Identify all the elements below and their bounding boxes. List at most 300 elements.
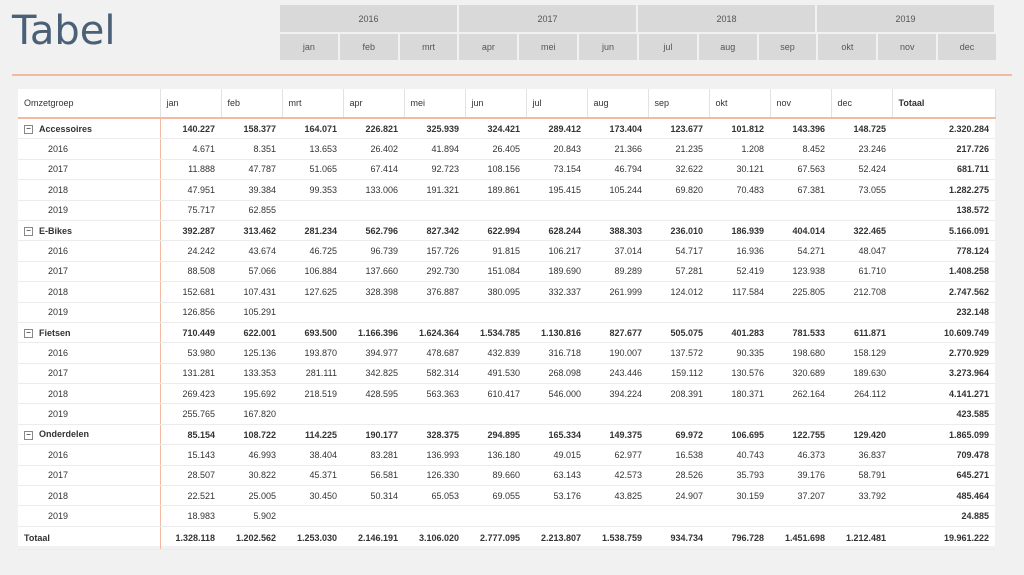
- table-cell: 52.419: [709, 261, 770, 281]
- table-cell: [526, 302, 587, 322]
- column-header-feb[interactable]: feb: [221, 89, 282, 118]
- date-slicer: [280, 5, 996, 60]
- group-cell: 505.075: [648, 322, 709, 342]
- table-cell: 43.825: [587, 486, 648, 506]
- table-cell: 22.521: [160, 486, 221, 506]
- table-cell: [282, 404, 343, 424]
- table-cell: 432.839: [465, 343, 526, 363]
- table-cell: 105.291: [221, 302, 282, 322]
- table-cell: 157.726: [404, 241, 465, 261]
- column-header-aug[interactable]: aug: [587, 89, 648, 118]
- table-cell: 105.244: [587, 180, 648, 200]
- group-label: [18, 424, 160, 444]
- table-cell: 24.242: [160, 241, 221, 261]
- table-cell: 58.791: [831, 465, 892, 485]
- total-cell: 1.202.562: [221, 526, 282, 549]
- table-cell: 32.622: [648, 159, 709, 179]
- table-cell: 189.861: [465, 180, 526, 200]
- table-cell: 26.402: [343, 139, 404, 159]
- year-tile-2019[interactable]: 2019: [817, 5, 994, 32]
- group-label: [18, 322, 160, 342]
- month-tile-jan[interactable]: jan: [280, 34, 338, 60]
- group-cell: 562.796: [343, 220, 404, 240]
- column-header-nov[interactable]: nov: [770, 89, 831, 118]
- total-cell: 796.728: [709, 526, 770, 549]
- group-label: [18, 220, 160, 240]
- table-cell: 269.423: [160, 384, 221, 404]
- table-cell: 37.014: [587, 241, 648, 261]
- table-cell: 423.585: [892, 404, 995, 424]
- table-cell: 42.573: [587, 465, 648, 485]
- table-cell: 8.351: [221, 139, 282, 159]
- table-cell: 35.793: [709, 465, 770, 485]
- month-tile-mrt[interactable]: mrt: [400, 34, 458, 60]
- table-cell: 126.856: [160, 302, 221, 322]
- table-cell: 24.885: [892, 506, 995, 526]
- table-cell: 69.055: [465, 486, 526, 506]
- table-cell: 394.977: [343, 343, 404, 363]
- table-cell: 15.143: [160, 445, 221, 465]
- month-tile-sep[interactable]: sep: [759, 34, 817, 60]
- table-cell: 264.112: [831, 384, 892, 404]
- table-cell: [831, 302, 892, 322]
- total-cell: 3.106.020: [404, 526, 465, 549]
- table-cell: 92.723: [404, 159, 465, 179]
- table-cell: 33.792: [831, 486, 892, 506]
- table-cell: 151.084: [465, 261, 526, 281]
- collapse-icon[interactable]: −: [24, 329, 33, 338]
- total-row: [18, 526, 995, 549]
- column-header-sep[interactable]: sep: [648, 89, 709, 118]
- group-cell: 186.939: [709, 220, 770, 240]
- month-tile-aug[interactable]: aug: [699, 34, 757, 60]
- year-label: 2017: [18, 363, 160, 383]
- table-cell: [404, 506, 465, 526]
- table-cell: 48.047: [831, 241, 892, 261]
- group-cell: 114.225: [282, 424, 343, 444]
- table-cell: [526, 506, 587, 526]
- table-row: [18, 465, 995, 485]
- table-row: [18, 445, 995, 465]
- table-row: [18, 241, 995, 261]
- table-cell: 70.483: [709, 180, 770, 200]
- group-cell: 140.227: [160, 118, 221, 139]
- table-cell: 563.363: [404, 384, 465, 404]
- group-cell: 69.972: [648, 424, 709, 444]
- group-cell: 388.303: [587, 220, 648, 240]
- table-cell: 582.314: [404, 363, 465, 383]
- table-cell: 16.936: [709, 241, 770, 261]
- table-cell: 1.282.275: [892, 180, 995, 200]
- table-cell: [831, 506, 892, 526]
- table-cell: 136.180: [465, 445, 526, 465]
- table-cell: [343, 302, 404, 322]
- table-cell: 61.710: [831, 261, 892, 281]
- table-row: [18, 159, 995, 179]
- year-label: 2018: [18, 180, 160, 200]
- table-cell: 83.281: [343, 445, 404, 465]
- table-cell: [282, 302, 343, 322]
- month-tile-jun[interactable]: jun: [579, 34, 637, 60]
- table-cell: 316.718: [526, 343, 587, 363]
- table-cell: [770, 404, 831, 424]
- table-cell: [587, 302, 648, 322]
- table-cell: [648, 302, 709, 322]
- group-row-fietsen: [18, 322, 995, 342]
- total-cell: 2.146.191: [343, 526, 404, 549]
- table-cell: 125.136: [221, 343, 282, 363]
- table-cell: 16.538: [648, 445, 709, 465]
- table-cell: [770, 506, 831, 526]
- group-cell: 2.320.284: [892, 118, 995, 139]
- table-cell: 232.148: [892, 302, 995, 322]
- table-cell: 2.747.562: [892, 282, 995, 302]
- table-row: [18, 139, 995, 159]
- table-cell: 57.066: [221, 261, 282, 281]
- table-cell: 67.381: [770, 180, 831, 200]
- table-cell: 681.711: [892, 159, 995, 179]
- group-cell: 106.695: [709, 424, 770, 444]
- table-cell: 62.977: [587, 445, 648, 465]
- table-cell: 268.098: [526, 363, 587, 383]
- column-header-okt[interactable]: okt: [709, 89, 770, 118]
- month-tile-jul[interactable]: jul: [639, 34, 697, 60]
- table-cell: 89.660: [465, 465, 526, 485]
- table-cell: 24.907: [648, 486, 709, 506]
- table-cell: 709.478: [892, 445, 995, 465]
- table-cell: 106.217: [526, 241, 587, 261]
- table-cell: 478.687: [404, 343, 465, 363]
- table-cell: [831, 404, 892, 424]
- table-cell: 99.353: [282, 180, 343, 200]
- year-label: 2017: [18, 465, 160, 485]
- table-cell: 26.405: [465, 139, 526, 159]
- month-tile-feb[interactable]: feb: [340, 34, 398, 60]
- table-cell: 56.581: [343, 465, 404, 485]
- table-cell: 21.366: [587, 139, 648, 159]
- total-cell: 1.451.698: [770, 526, 831, 549]
- table-cell: 136.993: [404, 445, 465, 465]
- month-slicer-row: [280, 34, 996, 60]
- group-cell: 611.871: [831, 322, 892, 342]
- table-cell: 218.519: [282, 384, 343, 404]
- table-cell: 1.208: [709, 139, 770, 159]
- table-cell: 127.625: [282, 282, 343, 302]
- table-cell: 108.156: [465, 159, 526, 179]
- table-cell: 63.143: [526, 465, 587, 485]
- table-row: [18, 384, 995, 404]
- table-cell: 261.999: [587, 282, 648, 302]
- year-tile-2018[interactable]: 2018: [638, 5, 815, 32]
- page-title: Tabel: [12, 8, 116, 54]
- group-cell: 404.014: [770, 220, 831, 240]
- table-cell: 124.012: [648, 282, 709, 302]
- total-cell: 934.734: [648, 526, 709, 549]
- table-cell: 25.005: [221, 486, 282, 506]
- table-cell: 46.725: [282, 241, 343, 261]
- collapse-icon[interactable]: −: [24, 227, 33, 236]
- table-cell: 117.584: [709, 282, 770, 302]
- column-header-apr[interactable]: apr: [343, 89, 404, 118]
- year-label: 2019: [18, 302, 160, 322]
- table-row: [18, 486, 995, 506]
- table-cell: 189.690: [526, 261, 587, 281]
- table-cell: 130.576: [709, 363, 770, 383]
- column-header-omzetgroep[interactable]: Omzetgroep: [18, 89, 160, 118]
- total-label: Totaal: [18, 526, 160, 549]
- table-cell: 428.595: [343, 384, 404, 404]
- table-cell: 67.414: [343, 159, 404, 179]
- group-cell: 123.677: [648, 118, 709, 139]
- group-cell: 165.334: [526, 424, 587, 444]
- table-row: [18, 404, 995, 424]
- table-cell: [587, 404, 648, 424]
- total-cell: 1.538.759: [587, 526, 648, 549]
- group-name: E-Bikes: [39, 225, 73, 236]
- month-tile-okt[interactable]: okt: [818, 34, 876, 60]
- table-cell: 52.424: [831, 159, 892, 179]
- table-cell: 57.281: [648, 261, 709, 281]
- group-cell: 693.500: [282, 322, 343, 342]
- table-cell: 62.855: [221, 200, 282, 220]
- column-header-jan[interactable]: jan: [160, 89, 221, 118]
- table-cell: [526, 200, 587, 220]
- year-label: 2016: [18, 343, 160, 363]
- table-cell: 1.408.258: [892, 261, 995, 281]
- table-cell: 46.794: [587, 159, 648, 179]
- table-cell: 23.246: [831, 139, 892, 159]
- table-cell: 67.563: [770, 159, 831, 179]
- table-cell: 158.129: [831, 343, 892, 363]
- column-header-mei[interactable]: mei: [404, 89, 465, 118]
- year-label: 2017: [18, 261, 160, 281]
- group-cell: 101.812: [709, 118, 770, 139]
- table-cell: 18.983: [160, 506, 221, 526]
- group-cell: 173.404: [587, 118, 648, 139]
- table-cell: 332.337: [526, 282, 587, 302]
- total-cell: 1.328.118: [160, 526, 221, 549]
- group-cell: 294.895: [465, 424, 526, 444]
- table-cell: 394.224: [587, 384, 648, 404]
- table-cell: [404, 404, 465, 424]
- table-cell: 41.894: [404, 139, 465, 159]
- table-cell: 53.176: [526, 486, 587, 506]
- month-tile-nov[interactable]: nov: [878, 34, 936, 60]
- group-cell: 158.377: [221, 118, 282, 139]
- table-cell: 50.314: [343, 486, 404, 506]
- table-cell: [526, 404, 587, 424]
- table-cell: 4.671: [160, 139, 221, 159]
- table-cell: 47.787: [221, 159, 282, 179]
- group-cell: 226.821: [343, 118, 404, 139]
- year-label: 2019: [18, 506, 160, 526]
- table-cell: [465, 200, 526, 220]
- year-label: 2016: [18, 445, 160, 465]
- table-row: [18, 180, 995, 200]
- year-label: 2018: [18, 384, 160, 404]
- table-cell: 212.708: [831, 282, 892, 302]
- total-cell: 19.961.222: [892, 526, 995, 549]
- group-cell: 1.130.816: [526, 322, 587, 342]
- table-cell: 5.902: [221, 506, 282, 526]
- table-cell: [465, 404, 526, 424]
- month-tile-dec[interactable]: dec: [938, 34, 996, 60]
- group-cell: 325.939: [404, 118, 465, 139]
- table-cell: 485.464: [892, 486, 995, 506]
- table-cell: 225.805: [770, 282, 831, 302]
- table-cell: 65.053: [404, 486, 465, 506]
- table-cell: 3.273.964: [892, 363, 995, 383]
- table-cell: [343, 404, 404, 424]
- table-cell: 43.674: [221, 241, 282, 261]
- table-cell: 2.770.929: [892, 343, 995, 363]
- table-cell: 131.281: [160, 363, 221, 383]
- table-cell: 189.630: [831, 363, 892, 383]
- table-cell: 30.450: [282, 486, 343, 506]
- table-row: [18, 282, 995, 302]
- group-cell: 328.375: [404, 424, 465, 444]
- table-cell: 376.887: [404, 282, 465, 302]
- table-cell: [709, 404, 770, 424]
- matrix-table: [18, 89, 995, 546]
- group-cell: 401.283: [709, 322, 770, 342]
- group-cell: 129.420: [831, 424, 892, 444]
- group-cell: 1.624.364: [404, 322, 465, 342]
- table-cell: 69.820: [648, 180, 709, 200]
- collapse-icon[interactable]: −: [24, 125, 33, 134]
- column-header-jun[interactable]: jun: [465, 89, 526, 118]
- table-cell: 38.404: [282, 445, 343, 465]
- table-cell: 46.373: [770, 445, 831, 465]
- group-cell: 827.677: [587, 322, 648, 342]
- table-cell: 107.431: [221, 282, 282, 302]
- table-cell: 39.384: [221, 180, 282, 200]
- group-row-e-bikes: [18, 220, 995, 240]
- table-cell: [709, 506, 770, 526]
- table-cell: 30.822: [221, 465, 282, 485]
- table-cell: 88.508: [160, 261, 221, 281]
- total-cell: 1.212.481: [831, 526, 892, 549]
- table-cell: [831, 200, 892, 220]
- table-cell: 53.980: [160, 343, 221, 363]
- table-cell: 11.888: [160, 159, 221, 179]
- table-cell: 37.207: [770, 486, 831, 506]
- table-cell: 292.730: [404, 261, 465, 281]
- table-cell: 30.159: [709, 486, 770, 506]
- table-cell: 96.739: [343, 241, 404, 261]
- group-cell: 622.994: [465, 220, 526, 240]
- column-header-dec[interactable]: dec: [831, 89, 892, 118]
- group-cell: 1.166.396: [343, 322, 404, 342]
- year-label: 2018: [18, 486, 160, 506]
- table-cell: 89.289: [587, 261, 648, 281]
- group-cell: 85.154: [160, 424, 221, 444]
- table-cell: 133.353: [221, 363, 282, 383]
- column-header-mrt[interactable]: mrt: [282, 89, 343, 118]
- group-cell: 1.534.785: [465, 322, 526, 342]
- collapse-icon[interactable]: −: [24, 431, 33, 440]
- group-cell: 5.166.091: [892, 220, 995, 240]
- group-cell: 622.001: [221, 322, 282, 342]
- table-cell: 152.681: [160, 282, 221, 302]
- table-cell: 255.765: [160, 404, 221, 424]
- table-cell: 137.660: [343, 261, 404, 281]
- group-cell: 122.755: [770, 424, 831, 444]
- table-cell: 54.717: [648, 241, 709, 261]
- table-cell: 198.680: [770, 343, 831, 363]
- table-cell: 106.884: [282, 261, 343, 281]
- group-cell: 10.609.749: [892, 322, 995, 342]
- table-cell: 193.870: [282, 343, 343, 363]
- table-header-row: [18, 89, 995, 118]
- table-cell: [343, 506, 404, 526]
- year-label: 2018: [18, 282, 160, 302]
- year-tile-2016[interactable]: 2016: [280, 5, 457, 32]
- group-cell: 148.725: [831, 118, 892, 139]
- title-divider: [12, 74, 1012, 76]
- column-header-totaal[interactable]: Totaal: [892, 89, 995, 118]
- table-cell: 75.717: [160, 200, 221, 220]
- table-cell: 51.065: [282, 159, 343, 179]
- table-cell: [465, 506, 526, 526]
- table-cell: 28.526: [648, 465, 709, 485]
- table-cell: 20.843: [526, 139, 587, 159]
- table-cell: 491.530: [465, 363, 526, 383]
- table-cell: [343, 200, 404, 220]
- group-row-accessoires: [18, 118, 995, 139]
- year-label: 2016: [18, 139, 160, 159]
- group-cell: 164.071: [282, 118, 343, 139]
- year-label: 2019: [18, 200, 160, 220]
- table-cell: 28.507: [160, 465, 221, 485]
- table-cell: 47.951: [160, 180, 221, 200]
- month-tile-mei[interactable]: mei: [519, 34, 577, 60]
- group-cell: 313.462: [221, 220, 282, 240]
- table-row: [18, 506, 995, 526]
- table-cell: 90.335: [709, 343, 770, 363]
- table-cell: 45.371: [282, 465, 343, 485]
- table-cell: 380.095: [465, 282, 526, 302]
- month-tile-apr[interactable]: apr: [459, 34, 517, 60]
- table-cell: 208.391: [648, 384, 709, 404]
- table-cell: 126.330: [404, 465, 465, 485]
- table-cell: [770, 302, 831, 322]
- table-cell: 138.572: [892, 200, 995, 220]
- group-cell: 710.449: [160, 322, 221, 342]
- table-cell: 73.055: [831, 180, 892, 200]
- table-cell: 159.112: [648, 363, 709, 383]
- group-cell: 827.342: [404, 220, 465, 240]
- table-cell: 39.176: [770, 465, 831, 485]
- table-cell: 191.321: [404, 180, 465, 200]
- table-cell: 46.993: [221, 445, 282, 465]
- group-cell: 143.396: [770, 118, 831, 139]
- table-cell: 778.124: [892, 241, 995, 261]
- group-name: Onderdelen: [39, 429, 90, 440]
- column-header-jul[interactable]: jul: [526, 89, 587, 118]
- table-cell: 190.007: [587, 343, 648, 363]
- group-cell: 149.375: [587, 424, 648, 444]
- year-slicer-row: [280, 5, 996, 32]
- table-row: [18, 261, 995, 281]
- table-cell: [587, 506, 648, 526]
- table-cell: 54.271: [770, 241, 831, 261]
- table-cell: 49.015: [526, 445, 587, 465]
- year-tile-2017[interactable]: 2017: [459, 5, 636, 32]
- table-cell: 320.689: [770, 363, 831, 383]
- group-cell: 281.234: [282, 220, 343, 240]
- group-cell: 289.412: [526, 118, 587, 139]
